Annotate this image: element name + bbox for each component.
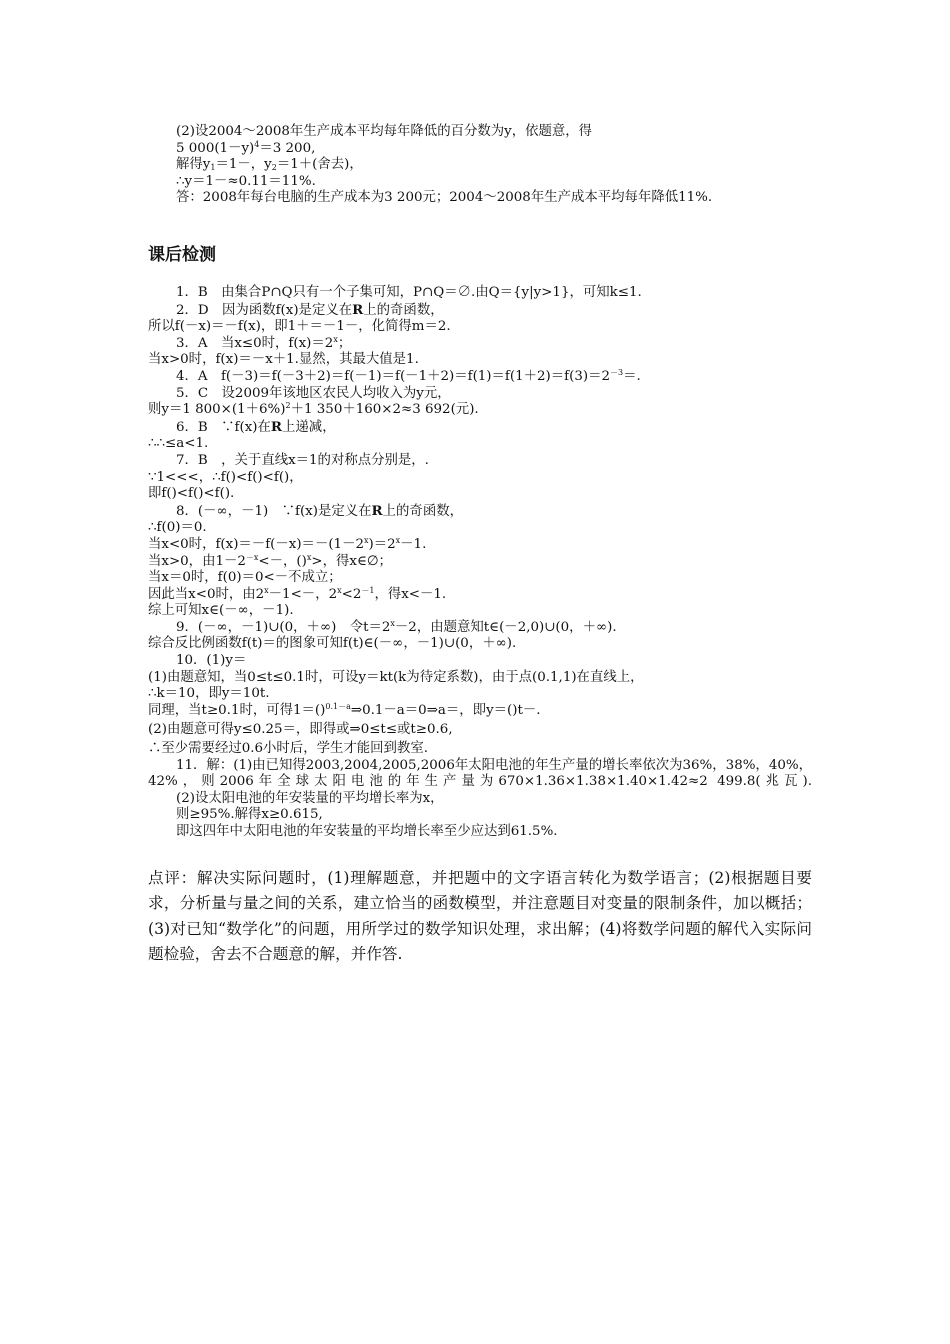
- text-line: 则≥95%.解得x≥0.615,: [176, 807, 323, 823]
- text-line: ∴k＝10，即y＝10t.: [148, 686, 270, 702]
- answers-list: [148, 285, 812, 841]
- text-line: (2)由题意可得y≤0.25＝，即得或⇒0≤t≤或t≥0.6,: [148, 722, 453, 738]
- answer-1: 1．B 由集合P∩Q只有一个子集可知，P∩Q＝∅.由Q＝{y|y>1}，可知k≤1.: [176, 285, 642, 300]
- text-line: 同理，当t≥0.1时，可得1＝()$^{0.1-a}$⇒0.1－a＝0⇒a＝，即y＝()t－.: [148, 701, 541, 718]
- answer-7: 7．B ，关于直线x＝1的对称点分别是，.: [176, 452, 429, 468]
- answer-6: 6．B ∵f(x)在R上递减，: [176, 418, 336, 435]
- answer-4: 4．A $f(-3)=f(-3+2)=f(-1)=f(-1+2)=f(1)=f(1+2)=f(3)=2^{-3}=$.: [176, 367, 641, 384]
- text-line: 则y＝1 $800\times(1+6\%)^2+1$ 350＋160×2≈3 692(元).: [148, 401, 479, 418]
- answer-11: 11．解：(1)由已知得2003,2004,2005,2006年太阳电池的年生产量的增长率依次为36%，38%，40%，42%，则2006年全球太阳电池的年生产量为670×1.36×1.38×1.40×1.42≈2 499.8(兆瓦).: [148, 757, 812, 790]
- text-line: ∴至少需要经过0.6小时后，学生才能回到教室.: [148, 741, 428, 757]
- answer-9: 9．(－∞，－1)∪(0，＋∞) 令$t=2^x-2$，由题意知t∈(－2,0)∪(0，＋∞).: [176, 618, 617, 635]
- text-line: 即f()<f()<f().: [148, 486, 235, 502]
- answer-10: 10．(1)y＝: [176, 653, 247, 669]
- section-heading: 课后检测: [148, 245, 216, 265]
- text-line: 因此当x<0时，由$2^x-1<-$，$2^x<2^{-1}$，得x<－1.: [148, 585, 447, 602]
- answer-2: 2．D 因为函数f(x)是定义在R上的奇函数，: [176, 301, 444, 318]
- text-line: ∴y＝1－≈0.11＝11%.: [176, 173, 316, 189]
- text-line: 5 $000(1-y)^4=3$ 200,: [176, 139, 316, 156]
- answer-3: 3．A 当x≤0时，$f(x)=2^x$；: [176, 334, 352, 351]
- comment-paragraph: 点评：解决实际问题时，(1)理解题意，并把题中的文字语言转化为数学语言；(2)根据题目要求，分析量与量之间的关系，建立恰当的函数模型，并注意题目对变量的限制条件，加以概括；(3)对已知“数学化”的问题，用所学过的数学知识处理，求出解；(4)将数学问题的解代入实际问题检验，舍去不合题意的解，并作答.: [148, 869, 812, 964]
- text-line: 即这四年中太阳电池的年安装量的平均增长率至少应达到61.5%.: [176, 824, 558, 839]
- answer-text: 答：2008年每台电脑的生产成本为3 200元；2004～2008年生产成本平均每年降低11%.: [176, 190, 713, 206]
- text-line: 综合反比例函数f(t)＝的图象可知f(t)∈(－∞，－1)∪(0，＋∞).: [148, 636, 517, 652]
- text-line: ∴∴≤a<1.: [148, 436, 209, 452]
- answer-8: 8．(－∞，－1) ∵f(x)是定义在R上的奇函数，: [176, 502, 463, 519]
- previous-solution: [148, 124, 812, 207]
- text-line: 所以f(－x)＝－f(x)，即1＋＝－1－，化简得m＝2.: [148, 319, 451, 335]
- text-line: 当x>0时，f(x)＝－x＋1.显然，其最大值是1.: [148, 352, 419, 368]
- text-line: (1)由题意知，当0≤t≤0.1时，可设y＝kt(k为待定系数)，由于点(0.1,1)在直线上，: [148, 669, 644, 685]
- answer-5: 5．C 设2009年该地区农民人均收入为y元，: [176, 385, 451, 401]
- text-line: (2)设太阳电池的年安装量的平均增长率为x，: [176, 790, 444, 806]
- text-line: 当x＝0时，f(0)＝0<－不成立；: [148, 570, 342, 586]
- text-line: 当x>0，由$1-2^{-x}<-$，()$^x$>，得x∈∅；: [148, 552, 392, 569]
- text-line: (2)设2004～2008年生产成本平均每年降低的百分数为y，依题意，得: [176, 124, 593, 139]
- text-line: ∴f(0)＝0.: [148, 520, 207, 536]
- text-line: 当x<0时，$f(x)=-f(-x)=-(1-2^x)=2^x-1$.: [148, 535, 427, 552]
- text-line: 解得$y_1=1-$，$y_2=1+$(舍去)，: [176, 157, 363, 173]
- text-line: 综上可知x∈(－∞，－1).: [148, 603, 294, 619]
- text-line: ∵1<<<，∴f()<f()<f()，: [148, 469, 303, 485]
